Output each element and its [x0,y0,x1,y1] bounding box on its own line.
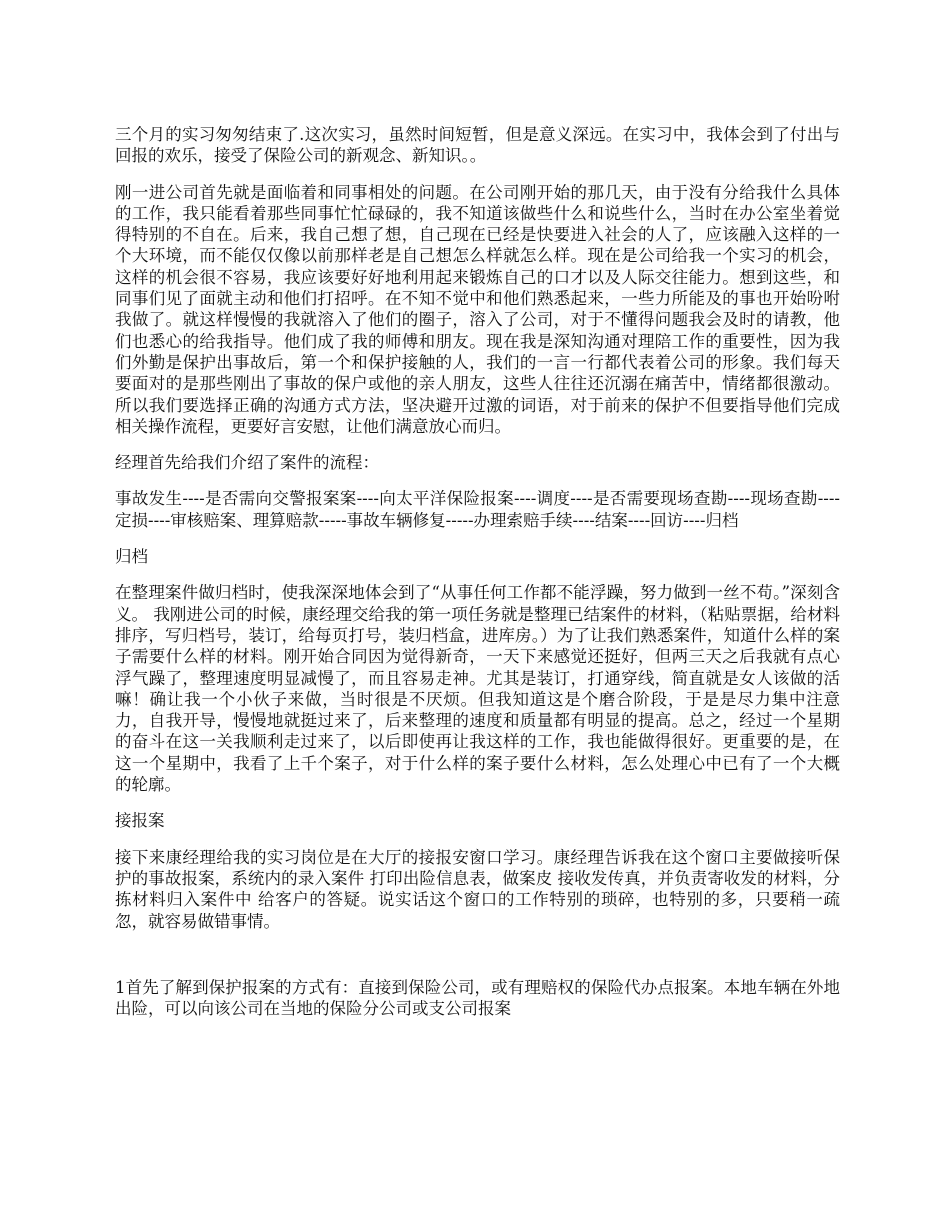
paragraph-report: 接下来康经理给我的实习岗位是在大厅的接报安窗口学习。康经理告诉我在这个窗口主要做接听保护的事故报案，系统内的录入案件 打印出险信息表，做案皮 接收发传真，并负责寄收发的材料，分拣材料归入案件中 给客户的答疑。说实话这个窗口的工作特别的琐碎，也特别的多，只要稍一疏忽，就容易做错事情。 [115,847,840,931]
section-heading-archive: 归档 [115,547,148,567]
paragraph-report-methods: 1首先了解到保护报案的方式有：直接到保险公司，或有理赔权的保险代办点报案。本地车辆在外地出险，可以向该公司在当地的保险分公司或支公司报案 [115,977,840,1019]
paragraph-process-flow: 事故发生----是否需向交警报案案----向太平洋保险报案----调度----是否需要现场查勘----现场查勘----定损----审核赔案、理算赔款-----事故车辆修复-----办理索赔手续----结案----回访----归档 [115,489,840,530]
paragraph-intro: 三个月的实习匆匆结束了.这次实习，虽然时间短暂，但是意义深远。在实习中，我体会到了付出与回报的欢乐，接受了保险公司的新观念、新知识。。 [115,125,840,166]
paragraph-colleagues: 刚一进公司首先就是面临着和同事相处的问题。在公司刚开始的那几天，由于没有分给我什么具体的工作，我只能看着那些同事忙忙碌碌的，我不知道该做些什么和说些什么，当时在办公室坐着觉得特别的不自在。后来，我自己想了想，自己现在已经是快要进入社会的人了，应该融入这样的一个大环境，而不能仅仅像以前那样老是自己想怎么样就怎么样。现在是公司给我一个实习的机会，这样的机会很不容易，我应该要好好地利用起来锻炼自己的口才以及人际交往能力。想到这些，和同事们见了面就主动和他们打招呼。在不知不觉中和他们熟悉起来，一些力所能及的事也开始吩咐我做了。就这样慢慢的我就溶入了他们的圈子，溶入了公司，对于不懂得问题我会及时的请教，他们也悉心的给我指导。他们成了我的师傅和朋友。现在我是深知沟通对理陪工作的重要性，因为我们外勤是保护出事故后，第一个和保护接触的人，我们的一言一行都代表着公司的形象。我们每天要面对的是那些刚出了事故的保户或他的亲人朋友，这些人往往还沉溺在痛苦中，情绪都很激动。所以我们要选择正确的沟通方式方法，坚决避开过激的词语，对于前来的保护不但要指导他们完成相关操作流程，更要好言安慰，让他们满意放心而归。 [115,182,840,436]
paragraph-archive: 在整理案件做归档时，使我深深地体会到了“从事任何工作都不能浮躁，努力做到一丝不苟。”深刻含义。 我刚进公司的时候，康经理交给我的第一项任务就是整理已结案件的材料，（粘贴票据，给材料排序，写归档号，装订，给每页打号，装归档盒，进库房。）为了让我们熟悉案件，知道什么样的案子需要什么样的材料。刚开始合同因为觉得新奇，一天下来感觉还挺好，但两三天之后我就有点心浮气躁了，整理速度明显减慢了，而且容易走神。尤其是装订，打通穿线，简直就是女人该做的活嘛！确让我一个小伙子来做，当时很是不厌烦。但我知道这是个磨合阶段，于是是尽力集中注意力，自我开导，慢慢地就挺过来了，后来整理的速度和质量都有明显的提高。总之，经过一个星期的奋斗在这一关我顺利走过来了，以后即使再让我这样的工作，我也能做得很好。更重要的是，在这一个星期中，我看了上千个案子，对于什么样的案子要什么材料，怎么处理心中已有了一个大概的轮廓。 [115,583,840,795]
document-body [115,124,840,1034]
paragraph-process-intro: 经理首先给我们介绍了案件的流程： [115,453,379,473]
section-heading-report: 接报案 [115,811,165,831]
